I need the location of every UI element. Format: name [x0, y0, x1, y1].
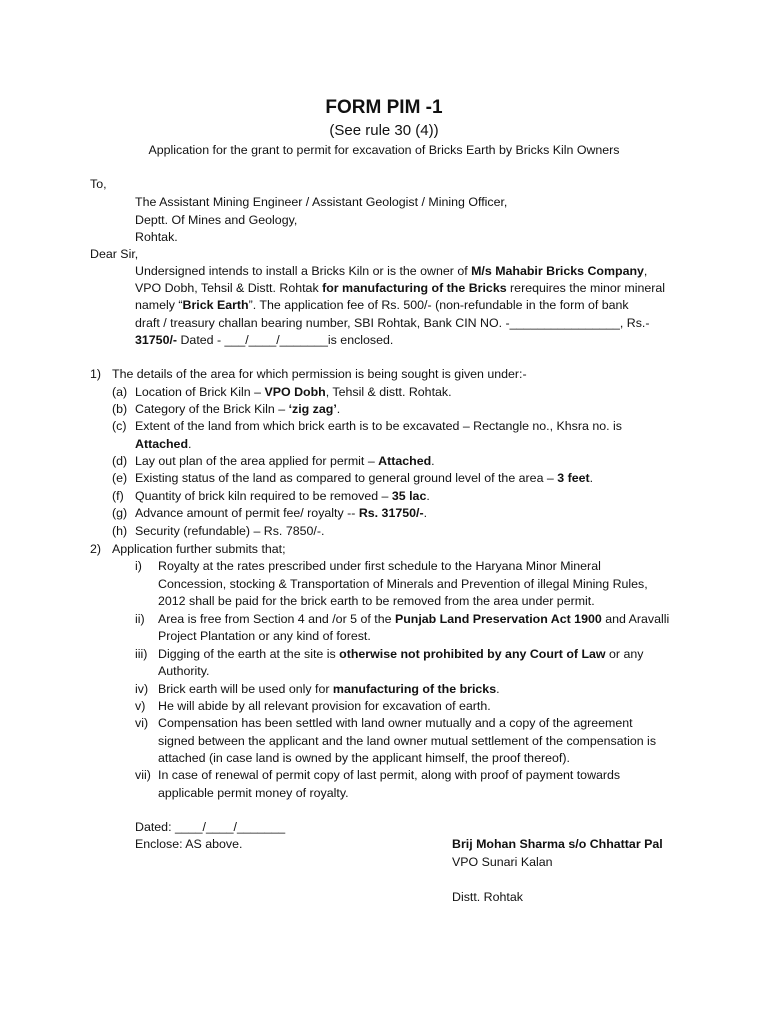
list-item	[135, 488, 430, 505]
intro-line-4: draft / treasury challan bearing number, SBI Rohtak, Bank CIN NO. -________________, Rs.-	[135, 316, 650, 330]
intro-text: VPO Dobh, Tehsil & Distt. Rohtak	[135, 281, 323, 295]
list-item-text: Authority.	[158, 664, 210, 678]
list-item-text: Quantity of brick kiln required to be removed –	[135, 489, 392, 503]
list-item-emphasis: VPO Dobh	[264, 385, 326, 399]
address-line-2: Deptt. Of Mines and Geology,	[135, 213, 298, 227]
list-item	[158, 698, 491, 715]
list-item-text: Area is free from Section 4 and /or 5 of the	[158, 612, 395, 626]
dated-field: Dated: ____/____/_______	[135, 820, 286, 834]
list-item	[158, 733, 656, 750]
intro-emphasis: for manufacturing of the Bricks	[322, 281, 507, 295]
list-item-text: Extent of the land from which brick earth is to be excavated – Rectangle no., Khsra no. is	[135, 419, 622, 433]
list-item-emphasis: ‘zig zag’	[288, 402, 337, 416]
form-subtitle: (See rule 30 (4))	[329, 122, 439, 139]
form-heading: Application for the grant to permit for excavation of Bricks Earth by Bricks Kiln Owners	[148, 143, 620, 157]
list-item	[135, 505, 427, 522]
list-item-label: iv)	[135, 682, 149, 696]
address-to: To,	[90, 177, 107, 191]
signatory-district: Distt. Rohtak	[452, 890, 523, 904]
list-item-emphasis: Rs. 31750/-	[358, 506, 424, 520]
list-item	[158, 663, 209, 680]
list-item-text: Brick earth will be used only for	[158, 682, 333, 696]
list-item	[158, 593, 595, 610]
list-item-text: Advance amount of permit fee/ royalty --	[135, 506, 359, 520]
list-item-emphasis: Attached	[135, 437, 189, 451]
list-item-emphasis: otherwise not prohibited by any Court of Law	[339, 647, 606, 661]
intro-line-3	[135, 297, 629, 314]
list-item-text: 2012 shall be paid for the brick earth to be removed from the area under permit.	[158, 594, 595, 608]
intro-text: namely “	[135, 298, 183, 312]
list-item-text: .	[431, 454, 435, 468]
list-item-label: (e)	[112, 471, 128, 485]
list-item	[135, 401, 340, 418]
intro-text: ,	[643, 264, 648, 278]
list-item	[135, 384, 452, 401]
intro-text: Dated - ___/____/_______is enclosed.	[177, 333, 394, 347]
list-item	[158, 628, 371, 645]
address-line-3: Rohtak.	[135, 230, 178, 244]
list-item	[158, 611, 669, 628]
list-item-text: In case of renewal of permit copy of last permit, along with proof of payment towards	[158, 768, 621, 782]
list-item	[158, 681, 500, 698]
list-item-text: signed between the applicant and the land owner mutual settlement of the compensation is	[158, 734, 657, 748]
list-item-text: Lay out plan of the area applied for permit –	[135, 454, 379, 468]
list-item-text: Category of the Brick Kiln –	[135, 402, 289, 416]
list-item-text: .	[188, 437, 192, 451]
list-item	[158, 785, 349, 802]
intro-text: rerequires the minor mineral	[506, 281, 665, 295]
list-item-text: or any	[605, 647, 644, 661]
signatory-village: VPO Sunari Kalan	[452, 855, 553, 869]
list-item	[158, 750, 570, 767]
list-item-label: v)	[135, 699, 146, 713]
list-item	[158, 715, 633, 732]
list-item	[158, 576, 648, 593]
list-item-label: ii)	[135, 612, 145, 626]
list-item-label: (b)	[112, 402, 128, 416]
intro-line-2	[135, 280, 665, 297]
list-item-text: Royalty at the rates prescribed under first schedule to the Haryana Minor Mineral	[158, 559, 601, 573]
list-item-label: (a)	[112, 385, 128, 399]
list-item-text: .	[496, 682, 500, 696]
list-item-text: , Tehsil & distt. Rohtak.	[325, 385, 452, 399]
list-item-text: Compensation has been settled with land owner mutually and a copy of the agreement	[158, 716, 633, 730]
list-item-label: vii)	[135, 768, 151, 782]
list-item	[135, 436, 191, 453]
list-item-label: (d)	[112, 454, 128, 468]
section-2-heading: Application further submits that;	[112, 542, 286, 556]
salutation: Dear Sir,	[90, 247, 139, 261]
intro-text: ”. The application fee of Rs. 500/- (non-refundable in the form of bank	[248, 298, 629, 312]
list-item-label: i)	[135, 559, 142, 573]
list-item-label: vi)	[135, 716, 149, 730]
list-item-text: .	[423, 506, 428, 520]
form-title: FORM PIM -1	[325, 97, 443, 118]
list-item	[158, 558, 601, 575]
intro-line-5	[135, 332, 393, 349]
list-item-emphasis: manufacturing of the bricks	[332, 682, 497, 696]
list-item-text: Concession, stocking & Transportation of Minerals and Prevention of illegal Mining Rules,	[158, 577, 648, 591]
list-item-text: Digging of the earth at the site is	[158, 647, 340, 661]
list-item-text: .	[426, 489, 430, 503]
list-item-text: .	[336, 402, 341, 416]
intro-text: Undersigned intends to install a Bricks Kiln or is the owner of	[135, 264, 472, 278]
list-item	[135, 470, 593, 487]
list-item-text: attached (in case land is owned by the applicant himself, the proof thereof).	[158, 751, 570, 765]
list-item	[135, 418, 622, 435]
list-item-text: Existing status of the land as compared to general ground level of the area –	[135, 471, 558, 485]
list-item-text: .	[589, 471, 594, 485]
list-item-label: (g)	[112, 506, 128, 520]
list-item-label: (h)	[112, 524, 128, 538]
intro-line-1	[135, 263, 647, 280]
list-item-label: (f)	[112, 489, 124, 503]
list-item-emphasis: Attached	[378, 454, 432, 468]
list-item-text: Location of Brick Kiln –	[135, 385, 265, 399]
section-2-number: 2)	[90, 542, 102, 556]
address-line-1: The Assistant Mining Engineer / Assistant Geologist / Mining Officer,	[135, 195, 508, 209]
fee-amount: 31750/-	[135, 333, 178, 347]
list-item-emphasis: Punjab Land Preservation Act 1900	[394, 612, 602, 626]
list-item-text: and Aravalli	[601, 612, 670, 626]
list-item-text: Security (refundable) – Rs. 7850/-.	[135, 524, 325, 538]
section-1-heading: The details of the area for which permission is being sought is given under:-	[112, 367, 527, 381]
list-item	[135, 523, 324, 540]
list-item	[158, 767, 620, 784]
list-item-emphasis: 3 feet	[557, 471, 590, 485]
list-item-label: iii)	[135, 647, 148, 661]
signatory-name: Brij Mohan Sharma s/o Chhattar Pal	[452, 837, 663, 851]
list-item-text: applicable permit money of royalty.	[158, 786, 349, 800]
list-item-text: Project Plantation or any kind of forest.	[158, 629, 371, 643]
section-1-number: 1)	[90, 367, 102, 381]
list-item	[158, 646, 643, 663]
list-item	[135, 453, 435, 470]
intro-emphasis: Brick Earth	[182, 298, 249, 312]
list-item-emphasis: 35 lac	[391, 489, 427, 503]
company-name: M/s Mahabir Bricks Company	[471, 264, 644, 278]
list-item-label: (c)	[112, 419, 127, 433]
list-item-text: He will abide by all relevant provision for excavation of earth.	[158, 699, 491, 713]
enclose-note: Enclose: AS above.	[135, 837, 243, 851]
